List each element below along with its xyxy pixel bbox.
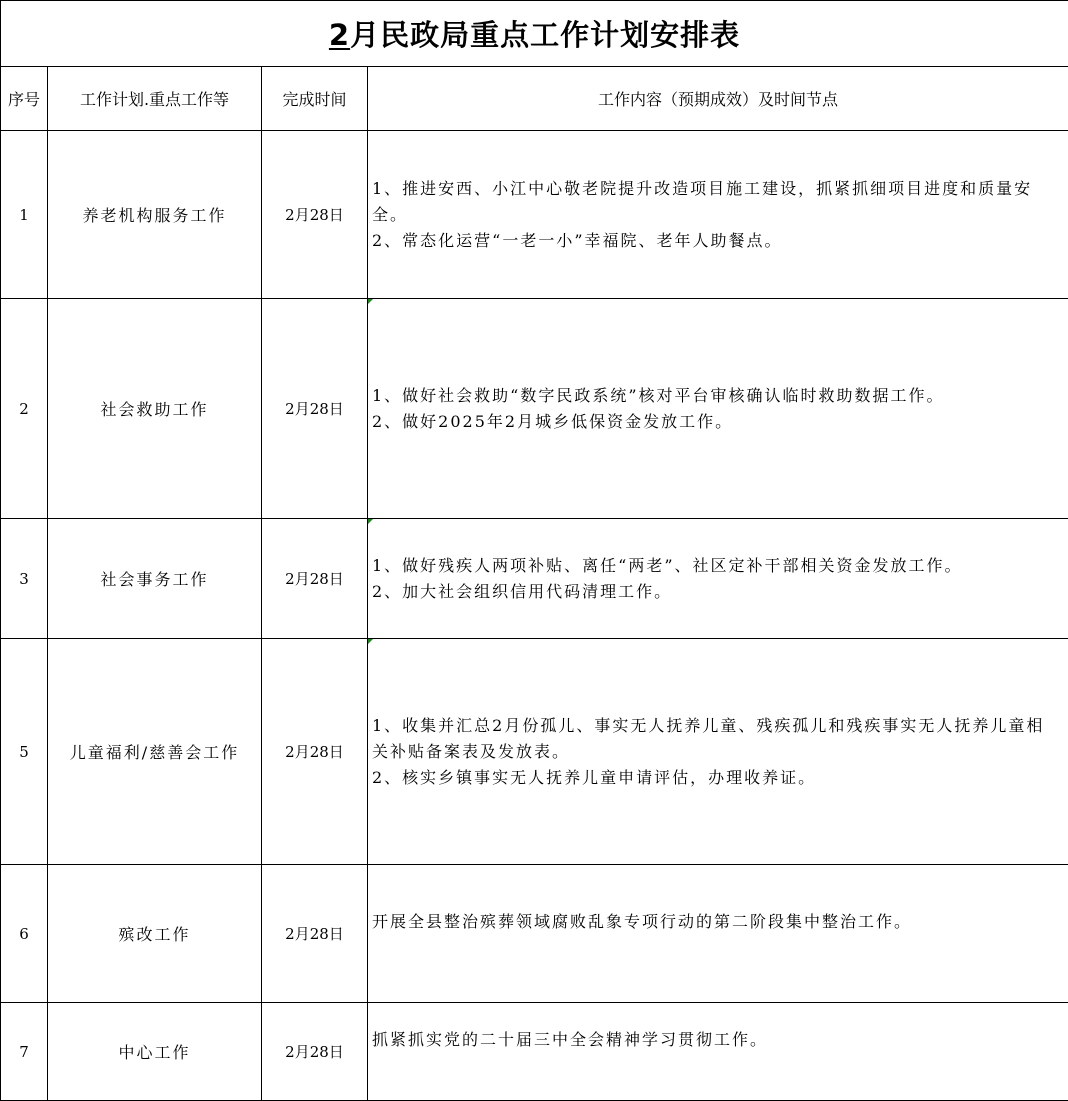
- row-plan: 社会救助工作: [48, 299, 262, 519]
- row-num: 6: [1, 865, 48, 1003]
- row-plan: 养老机构服务工作: [48, 131, 262, 299]
- row-content: [368, 519, 1068, 639]
- row-date: 2月28日: [262, 131, 368, 299]
- content-line: 2、做好2025年2月城乡低保资金发放工作。: [372, 409, 1062, 435]
- table-row: [1, 299, 1068, 519]
- table-row: [1, 639, 1068, 865]
- cell-comment-marker: [368, 299, 373, 304]
- row-num: 3: [1, 519, 48, 639]
- header-plan: 工作计划.重点工作等: [48, 67, 262, 131]
- content-line: 1、收集并汇总2月份孤儿、事实无人抚养儿童、残疾孤儿和残疾事实无人抚养儿童相关补贴备案表及发放表。: [372, 713, 1062, 765]
- row-date: 2月28日: [262, 299, 368, 519]
- row-num: 7: [1, 1003, 48, 1101]
- content-line: 1、做好残疾人两项补贴、离任“两老”、社区定补干部相关资金发放工作。: [372, 553, 1062, 579]
- header-content: 工作内容（预期成效）及时间节点: [368, 67, 1068, 131]
- row-content: [368, 131, 1068, 299]
- row-num: 2: [1, 299, 48, 519]
- row-date: 2月28日: [262, 639, 368, 865]
- row-plan: 中心工作: [48, 1003, 262, 1101]
- table-row: [1, 131, 1068, 299]
- table-row: [1, 519, 1068, 639]
- cell-comment-marker: [368, 519, 373, 524]
- content-line: 抓紧抓实党的二十届三中全会精神学习贯彻工作。: [372, 1027, 1062, 1053]
- row-plan: 殡改工作: [48, 865, 262, 1003]
- content-line: 开展全县整治殡葬领域腐败乱象专项行动的第二阶段集中整治工作。: [372, 909, 1062, 935]
- content-line: 1、推进安西、小江中心敬老院提升改造项目施工建设，抓紧抓细项目进度和质量安全。: [372, 176, 1062, 228]
- header-date: 完成时间: [262, 67, 368, 131]
- row-num: 1: [1, 131, 48, 299]
- table-row: [1, 1003, 1068, 1101]
- content-line: 2、常态化运营“一老一小”幸福院、老年人助餐点。: [372, 228, 1062, 254]
- row-content: [368, 639, 1068, 865]
- content-line: 2、核实乡镇事实无人抚养儿童申请评估，办理收养证。: [372, 765, 1062, 791]
- row-date: 2月28日: [262, 1003, 368, 1101]
- row-content: [368, 1003, 1068, 1101]
- title-text: 月民政局重点工作计划安排表: [350, 18, 740, 52]
- content-line: 2、加大社会组织信用代码清理工作。: [372, 579, 1062, 605]
- row-date: 2月28日: [262, 865, 368, 1003]
- title-month-number: 2: [329, 18, 350, 52]
- header-num: 序号: [1, 67, 48, 131]
- row-plan: 儿童福利/慈善会工作: [48, 639, 262, 865]
- row-content: [368, 299, 1068, 519]
- table-row: [1, 865, 1068, 1003]
- row-content: [368, 865, 1068, 1003]
- row-plan: 社会事务工作: [48, 519, 262, 639]
- header-row: [1, 67, 1068, 131]
- row-date: 2月28日: [262, 519, 368, 639]
- page-title: [1, 1, 1068, 67]
- content-line: 1、做好社会救助“数字民政系统”核对平台审核确认临时救助数据工作。: [372, 383, 1062, 409]
- cell-comment-marker: [368, 639, 373, 644]
- row-num: 5: [1, 639, 48, 865]
